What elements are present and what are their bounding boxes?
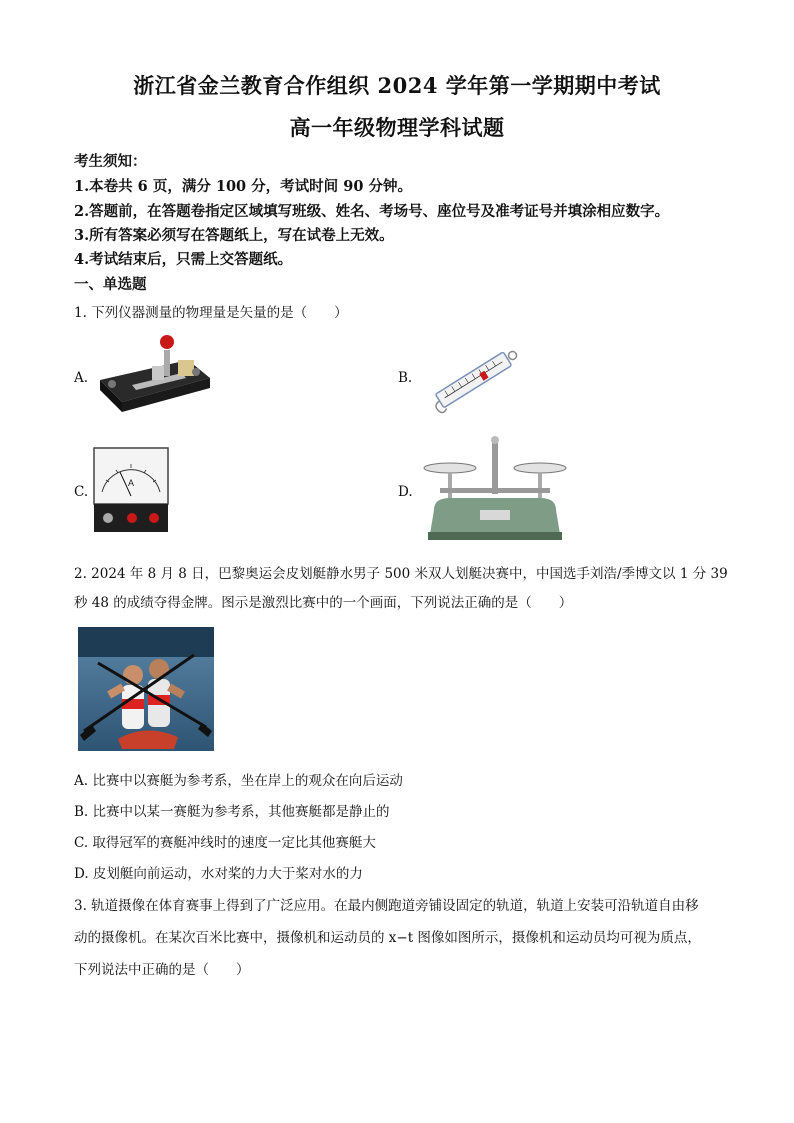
q1-option-c-label: C. [74,484,89,500]
q1-option-b-label: B. [398,370,413,386]
ammeter-letter: A [127,478,135,488]
q2-option-c: C. 取得冠军的赛艇冲线时的速度一定比其他赛艇大 [74,835,376,851]
question-1-stem: 1. 下列仪器测量的物理量是矢量的是（ ） [74,305,348,321]
exam-title: 浙江省金兰教育合作组织 2024 学年第一学期期中考试 [133,73,661,98]
notice-item: 4.考试结束后，只需上交答题纸。 [74,251,293,268]
q1-option-d-label: D. [398,484,413,500]
section-heading: 一、单选题 [74,276,147,293]
notice-item: 3.所有答案必须写在答题纸上，写在试卷上无效。 [74,227,394,244]
q2-option-d: D. 皮划艇向前运动，水对桨的力大于桨对水的力 [74,866,363,882]
question-3-stem-line3: 下列说法中正确的是（ ） [74,962,250,978]
q2-option-b: B. 比赛中以某一赛艇为参考系，其他赛艇都是静止的 [74,804,390,820]
canoe-race-photo [78,627,214,751]
question-2-stem-line2: 秒 48 的成绩夺得金牌。图示是激烈比赛中的一个画面，下列说法正确的是（ ） [74,595,573,611]
question-2-stem-line1: 2. 2024 年 8 月 8 日，巴黎奥运会皮划艇静水男子 500 米双人划艇决赛中，中国选手刘浩/季博文以 1 分 39 [74,566,728,582]
balance-image [420,434,570,542]
notice-heading: 考生须知： [74,153,147,170]
notice-item: 1.本卷共 6 页，满分 100 分，考试时间 90 分钟。 [74,178,412,195]
exam-subtitle: 高一年级物理学科试题 [289,115,505,140]
q1-option-a-label: A. [74,370,89,386]
q2-option-a: A. 比赛中以赛艇为参考系，坐在岸上的观众在向后运动 [74,773,403,789]
spring-scale-image [425,336,521,422]
question-3-stem-line1: 3. 轨道摄像在体育赛事上得到了广泛应用。在最内侧跑道旁铺设固定的轨道，轨道上安装可沿轨道自由移 [74,898,699,914]
knife-switch-image [92,330,216,420]
ammeter-image [92,446,170,534]
notice-item: 2.答题前，在答题卷指定区域填写班级、姓名、考场号、座位号及准考证号并填涂相应数字。 [74,203,670,220]
question-3-stem-line2: 动的摄像机。在某次百米比赛中，摄像机和运动员的 x−t 图像如图所示，摄像机和运动员均可视为质点， [74,930,701,946]
